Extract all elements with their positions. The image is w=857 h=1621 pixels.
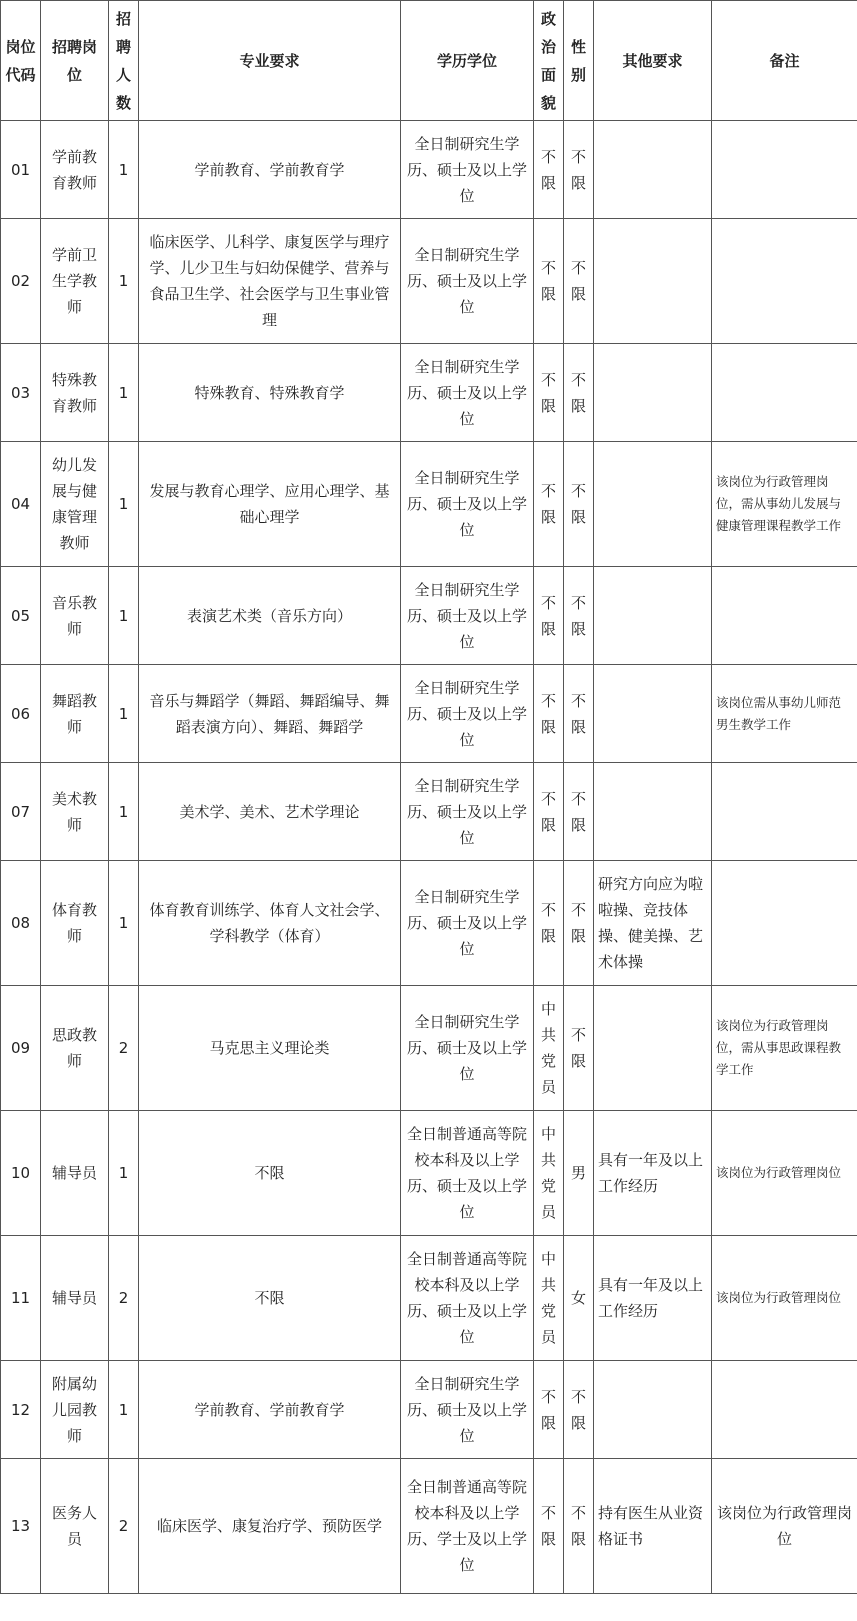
cell-count: 1 [109, 567, 139, 665]
cell-major: 体育教育训练学、体育人文社会学、学科教学（体育） [139, 861, 401, 986]
cell-politics: 不限 [534, 442, 564, 567]
header-politics: 政治面貌 [534, 1, 564, 121]
cell-code: 10 [1, 1111, 41, 1236]
cell-count: 1 [109, 344, 139, 442]
cell-code: 11 [1, 1236, 41, 1361]
cell-count: 1 [109, 219, 139, 344]
cell-count: 1 [109, 442, 139, 567]
cell-major: 临床医学、康复治疗学、预防医学 [139, 1459, 401, 1594]
table-row [1, 1236, 857, 1361]
cell-gender: 不限 [564, 344, 594, 442]
header-major: 专业要求 [139, 1, 401, 121]
cell-note [712, 344, 857, 442]
cell-major: 临床医学、儿科学、康复医学与理疗学、儿少卫生与妇幼保健学、营养与食品卫生学、社会医学与卫生事业管理 [139, 219, 401, 344]
table-row [1, 442, 857, 567]
table-row [1, 665, 857, 763]
cell-post: 学前教育教师 [41, 121, 109, 219]
cell-other [594, 442, 712, 567]
cell-code: 08 [1, 861, 41, 986]
cell-note: 该岗位为行政管理岗位，需从事思政课程教学工作 [712, 986, 857, 1111]
cell-code: 07 [1, 763, 41, 861]
cell-post: 学前卫生学教师 [41, 219, 109, 344]
cell-politics: 不限 [534, 1459, 564, 1594]
cell-edu: 全日制研究生学历、硕士及以上学位 [401, 1361, 534, 1459]
cell-gender: 不限 [564, 1459, 594, 1594]
cell-post: 特殊教育教师 [41, 344, 109, 442]
table-row [1, 763, 857, 861]
table-row [1, 1111, 857, 1236]
cell-post: 辅导员 [41, 1236, 109, 1361]
cell-major: 不限 [139, 1236, 401, 1361]
cell-edu: 全日制研究生学历、硕士及以上学位 [401, 219, 534, 344]
table-row [1, 344, 857, 442]
cell-gender: 不限 [564, 665, 594, 763]
table-row [1, 986, 857, 1111]
cell-edu: 全日制研究生学历、硕士及以上学位 [401, 665, 534, 763]
cell-note: 该岗位为行政管理岗位，需从事幼儿发展与健康管理课程教学工作 [712, 442, 857, 567]
cell-note [712, 121, 857, 219]
cell-politics: 不限 [534, 1361, 564, 1459]
cell-major: 不限 [139, 1111, 401, 1236]
cell-note [712, 567, 857, 665]
cell-other [594, 763, 712, 861]
cell-major: 音乐与舞蹈学（舞蹈、舞蹈编导、舞蹈表演方向）、舞蹈、舞蹈学 [139, 665, 401, 763]
cell-count: 1 [109, 121, 139, 219]
cell-other: 具有一年及以上工作经历 [594, 1236, 712, 1361]
table-row [1, 121, 857, 219]
cell-count: 2 [109, 986, 139, 1111]
cell-count: 1 [109, 861, 139, 986]
header-other: 其他要求 [594, 1, 712, 121]
cell-major: 特殊教育、特殊教育学 [139, 344, 401, 442]
table-row [1, 861, 857, 986]
cell-note: 该岗位需从事幼儿师范男生教学工作 [712, 665, 857, 763]
cell-edu: 全日制普通高等院校本科及以上学历、硕士及以上学位 [401, 1236, 534, 1361]
cell-code: 03 [1, 344, 41, 442]
cell-count: 1 [109, 1111, 139, 1236]
cell-politics: 不限 [534, 219, 564, 344]
cell-major: 马克思主义理论类 [139, 986, 401, 1111]
cell-gender: 不限 [564, 1361, 594, 1459]
cell-code: 01 [1, 121, 41, 219]
cell-post: 舞蹈教师 [41, 665, 109, 763]
cell-politics: 不限 [534, 121, 564, 219]
cell-note [712, 861, 857, 986]
cell-post: 医务人员 [41, 1459, 109, 1594]
cell-gender: 不限 [564, 219, 594, 344]
cell-gender: 不限 [564, 121, 594, 219]
cell-other: 研究方向应为啦啦操、竞技体操、健美操、艺术体操 [594, 861, 712, 986]
cell-politics: 不限 [534, 861, 564, 986]
cell-gender: 不限 [564, 567, 594, 665]
cell-other [594, 344, 712, 442]
cell-code: 05 [1, 567, 41, 665]
cell-edu: 全日制研究生学历、硕士及以上学位 [401, 861, 534, 986]
cell-code: 02 [1, 219, 41, 344]
cell-count: 2 [109, 1236, 139, 1361]
cell-politics: 不限 [534, 665, 564, 763]
cell-note [712, 219, 857, 344]
cell-post: 美术教师 [41, 763, 109, 861]
cell-note [712, 1361, 857, 1459]
cell-code: 13 [1, 1459, 41, 1594]
cell-other: 具有一年及以上工作经历 [594, 1111, 712, 1236]
cell-other: 持有医生从业资格证书 [594, 1459, 712, 1594]
cell-code: 04 [1, 442, 41, 567]
table-row [1, 567, 857, 665]
cell-major: 学前教育、学前教育学 [139, 121, 401, 219]
table-row [1, 219, 857, 344]
cell-edu: 全日制研究生学历、硕士及以上学位 [401, 121, 534, 219]
cell-post: 附属幼儿园教师 [41, 1361, 109, 1459]
cell-code: 09 [1, 986, 41, 1111]
cell-edu: 全日制研究生学历、硕士及以上学位 [401, 442, 534, 567]
cell-politics: 不限 [534, 763, 564, 861]
header-code: 岗位代码 [1, 1, 41, 121]
cell-note [712, 763, 857, 861]
cell-edu: 全日制普通高等院校本科及以上学历、学士及以上学位 [401, 1459, 534, 1594]
cell-politics: 不限 [534, 567, 564, 665]
cell-note: 该岗位为行政管理岗位 [712, 1236, 857, 1361]
header-post: 招聘岗位 [41, 1, 109, 121]
table-row [1, 1361, 857, 1459]
cell-other [594, 986, 712, 1111]
header-count: 招聘人数 [109, 1, 139, 121]
cell-other [594, 567, 712, 665]
cell-code: 06 [1, 665, 41, 763]
cell-edu: 全日制研究生学历、硕士及以上学位 [401, 986, 534, 1111]
cell-note: 该岗位为行政管理岗位 [712, 1111, 857, 1236]
cell-other [594, 121, 712, 219]
header-note: 备注 [712, 1, 857, 121]
cell-count: 2 [109, 1459, 139, 1594]
header-gender: 性别 [564, 1, 594, 121]
cell-edu: 全日制研究生学历、硕士及以上学位 [401, 344, 534, 442]
cell-other [594, 1361, 712, 1459]
cell-post: 音乐教师 [41, 567, 109, 665]
cell-gender: 不限 [564, 442, 594, 567]
cell-gender: 不限 [564, 763, 594, 861]
cell-other [594, 219, 712, 344]
cell-major: 美术学、美术、艺术学理论 [139, 763, 401, 861]
cell-gender: 不限 [564, 861, 594, 986]
cell-other [594, 665, 712, 763]
cell-edu: 全日制研究生学历、硕士及以上学位 [401, 763, 534, 861]
cell-post: 思政教师 [41, 986, 109, 1111]
cell-count: 1 [109, 763, 139, 861]
cell-post: 体育教师 [41, 861, 109, 986]
cell-post: 幼儿发展与健康管理教师 [41, 442, 109, 567]
cell-politics: 中共党员 [534, 1111, 564, 1236]
header-row [1, 1, 857, 121]
cell-gender: 女 [564, 1236, 594, 1361]
cell-post: 辅导员 [41, 1111, 109, 1236]
cell-politics: 不限 [534, 344, 564, 442]
table-row [1, 1459, 857, 1594]
cell-major: 表演艺术类（音乐方向） [139, 567, 401, 665]
cell-major: 发展与教育心理学、应用心理学、基础心理学 [139, 442, 401, 567]
cell-code: 12 [1, 1361, 41, 1459]
cell-edu: 全日制研究生学历、硕士及以上学位 [401, 567, 534, 665]
cell-edu: 全日制普通高等院校本科及以上学历、硕士及以上学位 [401, 1111, 534, 1236]
cell-major: 学前教育、学前教育学 [139, 1361, 401, 1459]
header-edu: 学历学位 [401, 1, 534, 121]
cell-politics: 中共党员 [534, 986, 564, 1111]
cell-gender: 不限 [564, 986, 594, 1111]
cell-gender: 男 [564, 1111, 594, 1236]
cell-note: 该岗位为行政管理岗位 [712, 1459, 857, 1594]
cell-politics: 中共党员 [534, 1236, 564, 1361]
cell-count: 1 [109, 1361, 139, 1459]
cell-count: 1 [109, 665, 139, 763]
